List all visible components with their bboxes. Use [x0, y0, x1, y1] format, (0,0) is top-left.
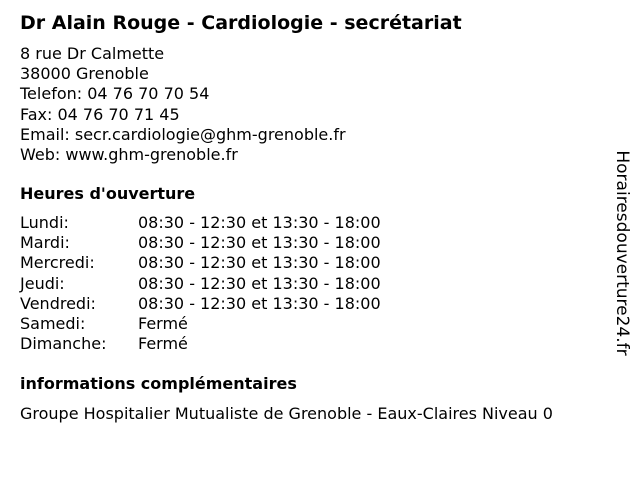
day-label: Samedi: [20, 314, 86, 334]
hours-row [20, 233, 381, 253]
hours-row [20, 314, 381, 334]
info-heading: informations complémentaires [20, 374, 297, 393]
hours-row [20, 274, 381, 294]
watermark-text: Horairesdouverture24.fr [612, 150, 632, 356]
day-label: Dimanche: [20, 334, 107, 354]
hours-row [20, 253, 381, 273]
day-hours: Fermé [138, 334, 188, 354]
info-text: Groupe Hospitalier Mutualiste de Grenoble - Eaux-Claires Niveau 0 [20, 404, 553, 423]
day-hours: 08:30 - 12:30 et 13:30 - 18:00 [138, 253, 381, 273]
day-label: Vendredi: [20, 293, 96, 313]
day-hours: 08:30 - 12:30 et 13:30 - 18:00 [138, 213, 381, 232]
hours-row [20, 213, 381, 233]
phone-line: Telefon: 04 76 70 70 54 [20, 84, 210, 104]
hours-row [20, 294, 381, 314]
day-label: Lundi: [20, 213, 69, 232]
day-label: Jeudi: [20, 273, 65, 293]
day-hours: 08:30 - 12:30 et 13:30 - 18:00 [138, 293, 381, 313]
fax-line: Fax: 04 76 70 71 45 [20, 104, 180, 124]
hours-row [20, 334, 381, 354]
day-hours: Fermé [138, 314, 188, 334]
page-title: Dr Alain Rouge - Cardiologie - secrétariat [20, 12, 462, 34]
watermark [598, 133, 640, 373]
day-label: Mardi: [20, 233, 70, 253]
day-label: Mercredi: [20, 253, 95, 273]
web-line: Web: www.ghm-grenoble.fr [20, 145, 238, 165]
address-street: 8 rue Dr Calmette [20, 44, 165, 63]
contact-block [20, 44, 346, 165]
address-city: 38000 Grenoble [20, 64, 149, 84]
day-hours: 08:30 - 12:30 et 13:30 - 18:00 [138, 233, 381, 253]
day-hours: 08:30 - 12:30 et 13:30 - 18:00 [138, 273, 381, 293]
hours-table [20, 213, 381, 354]
email-line: Email: secr.cardiologie@ghm-grenoble.fr [20, 124, 346, 144]
hours-heading: Heures d'ouverture [20, 184, 196, 203]
